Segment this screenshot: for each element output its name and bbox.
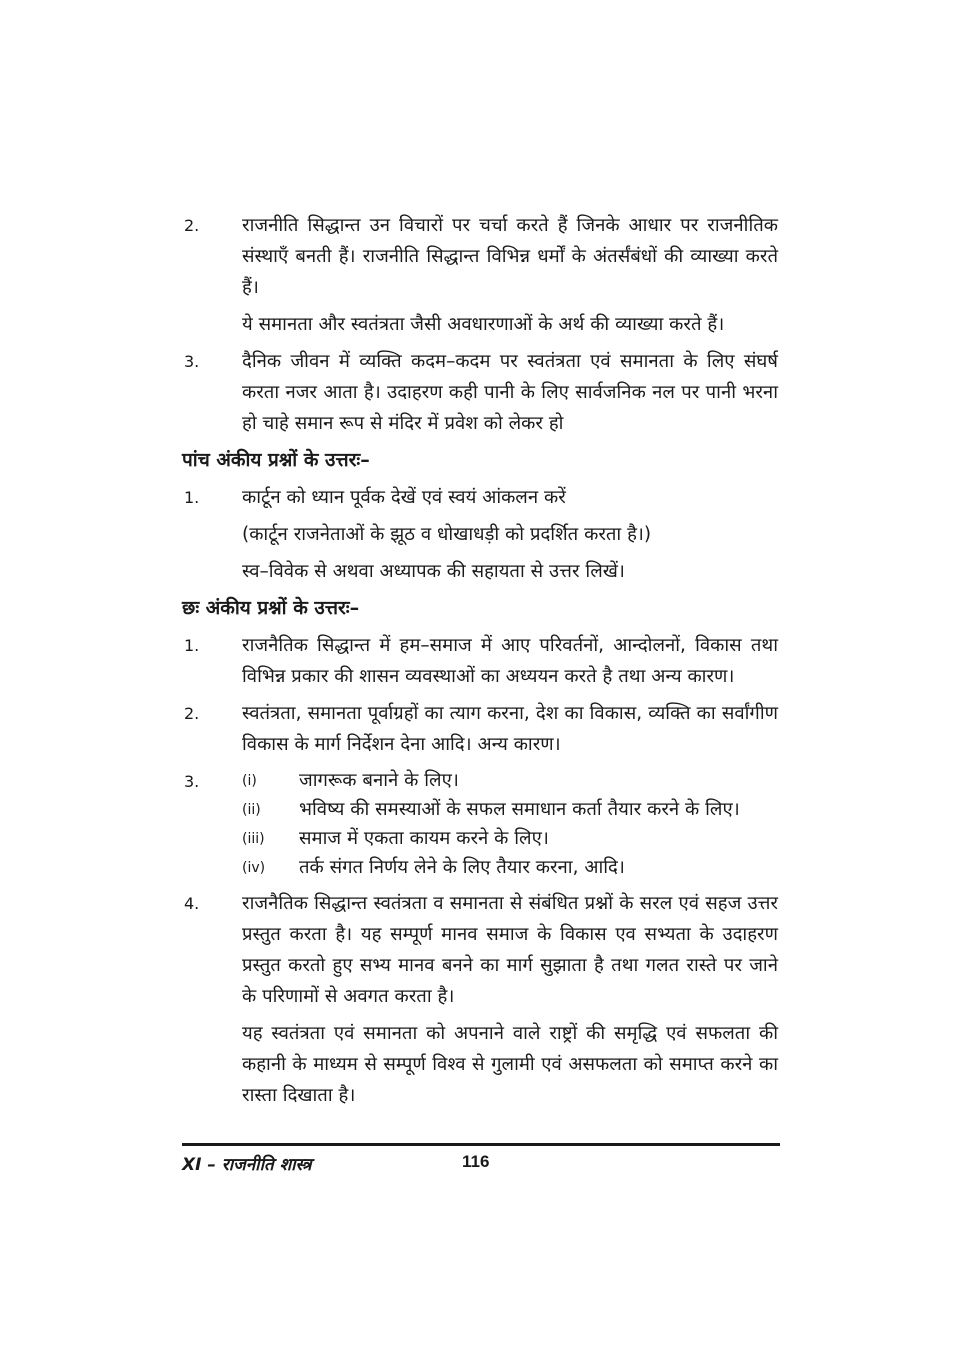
six-mark-item-3 xyxy=(182,766,778,888)
paragraph: राजनीति सिद्धान्त उन विचारों पर चर्चा करते हैं जिनके आधार पर राजनीतिक संस्थाएँ बनती हैं। राजनीति सिद्धान्त विभिन्न धर्मों के अंतर्संबंधों की व्याख्या करते हैं। xyxy=(242,215,778,298)
paragraph: यह स्वतंत्रता एवं समानता को अपनाने वाले राष्ट्रों की समृद्धि एवं सफलता की कहानी के माध्यम से सम्पूर्ण विश्व से गुलामी एवं असफलता को समाप्त करने का रास्ता दिखाता है। xyxy=(242,1023,778,1106)
paragraph: स्व–विवेक से अथवा अध्यापक की सहायता से उत्तर लिखें। xyxy=(242,561,625,582)
six-mark-item-1 xyxy=(182,630,778,692)
sub-item xyxy=(242,853,778,882)
sub-item-numeral: (i) xyxy=(242,773,257,789)
sub-item-text: तर्क संगत निर्णय लेने के लिए तैयार करना, आदि। xyxy=(299,857,625,878)
sub-item-text: जागरूक बनाने के लिए। xyxy=(299,770,459,791)
paragraph: दैनिक जीवन में व्यक्ति कदम–कदम पर स्वतंत्रता एवं समानता के लिए संघर्ष करता नजर आता है। उदाहरण कही पानी के लिए सार्वजनिक नल पर पानी भरना हो चाहे समान रूप से मंदिर में प्रवेश को लेकर हो xyxy=(242,351,778,434)
sub-item-numeral: (iii) xyxy=(242,831,265,847)
paragraph: राजनैतिक सिद्धान्त स्वतंत्रता व समानता से संबंधित प्रश्नों के सरल एवं सहज उत्तर प्रस्तुत करता है। यह सम्पूर्ण मानव समाज के विकास एव सभ्यता के उदाहरण प्रस्तुत करतो हुए सभ्य मानव बनने का मार्ग सुझाता है तथा गलत रास्ते पर जाने के परिणामों से अवगत करता है। xyxy=(242,893,778,1007)
paragraph: (कार्टून राजनेताओं के झूठ व धोखाधड़ी को प्रदर्शित करता है।) xyxy=(242,524,652,545)
six-mark-item-4 xyxy=(182,888,778,1111)
sub-item-text: समाज में एकता कायम करने के लिए। xyxy=(299,828,549,849)
item-number: 3. xyxy=(184,772,200,791)
five-mark-item-1 xyxy=(182,482,778,587)
item-number: 1. xyxy=(184,636,200,655)
sub-item xyxy=(242,824,778,853)
sub-item xyxy=(242,795,778,824)
answer-item-3 xyxy=(182,346,778,439)
footer-divider xyxy=(182,1143,780,1146)
paragraph: स्वतंत्रता, समानता पूर्वाग्रहों का त्याग करना, देश का विकास, व्यक्ति का सर्वांगीण विकास के मार्ग निर्देशन देना आदि। अन्य कारण। xyxy=(242,703,778,755)
six-mark-item-2 xyxy=(182,698,778,760)
paragraph: ये समानता और स्वतंत्रता जैसी अवधारणाओं के अर्थ की व्याख्या करते हैं। xyxy=(242,314,725,335)
item-number: 3. xyxy=(184,352,200,371)
sub-item xyxy=(242,766,778,795)
footer-book-title: XI – राजनीति शास्त्र xyxy=(182,1155,312,1175)
paragraph: राजनैतिक सिद्धान्त में हम–समाज में आए परिवर्तनों, आन्दोलनों, विकास तथा विभिन्न प्रकार की शासन व्यवस्थाओं का अध्ययन करते है तथा अन्य कारण। xyxy=(242,635,778,687)
item-number: 1. xyxy=(184,488,200,507)
section-heading-six-marks: छः अंकीय प्रश्नों के उत्तरः– xyxy=(182,597,360,619)
sub-item-numeral: (ii) xyxy=(242,802,261,818)
sub-item-text: भविष्य की समस्याओं के सफल समाधान कर्ता तैयार करने के लिए। xyxy=(299,799,740,820)
page-number: 116 xyxy=(462,1152,490,1171)
section-heading-five-marks: पांच अंकीय प्रश्नों के उत्तरः– xyxy=(182,449,370,471)
item-number: 2. xyxy=(184,704,200,723)
item-number: 2. xyxy=(184,216,200,235)
paragraph: कार्टून को ध्यान पूर्वक देखें एवं स्वयं आंकलन करें xyxy=(242,487,566,508)
answer-item-2 xyxy=(182,210,778,340)
page-content xyxy=(182,210,778,1117)
item-number: 4. xyxy=(184,894,200,913)
sub-item-numeral: (iv) xyxy=(242,860,266,876)
